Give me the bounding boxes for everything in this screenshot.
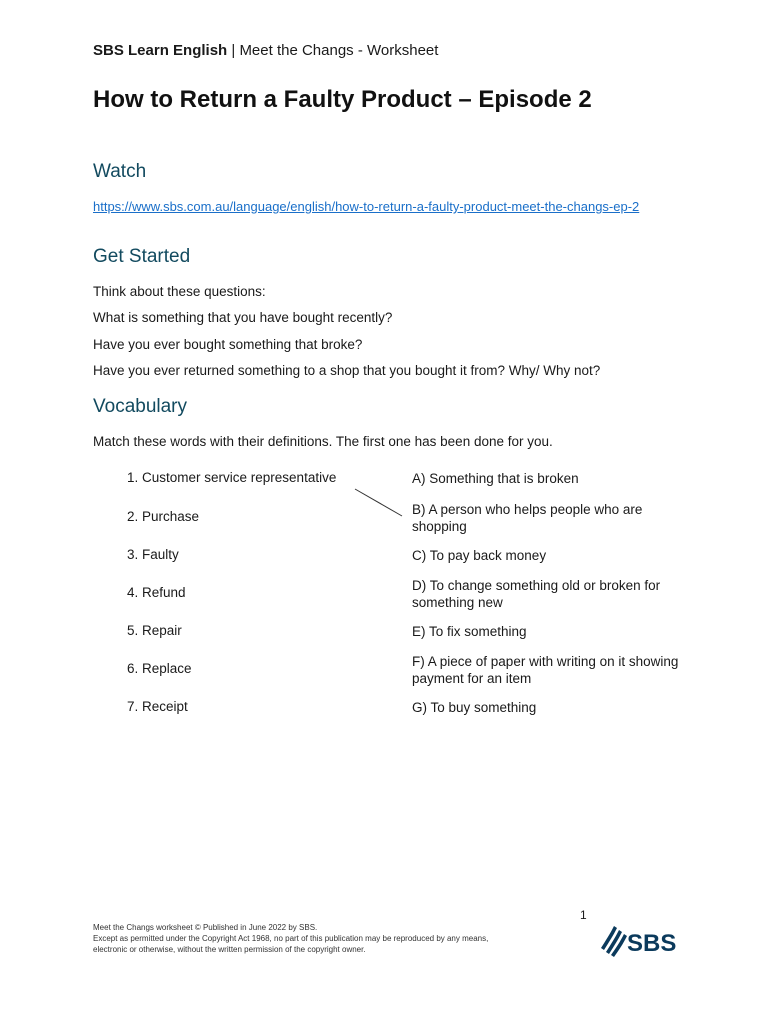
page-number: 1 <box>580 908 587 922</box>
vocabulary-instruction: Match these words with their definitions. The first one has been done for you. <box>93 434 553 449</box>
header-subtitle: Meet the Changs - Worksheet <box>239 42 439 59</box>
section-heading-get-started: Get Started <box>93 246 191 267</box>
vocab-word: 4. Refund <box>127 585 186 600</box>
header-brand: SBS Learn English <box>93 42 228 59</box>
footer-line: electronic or otherwise, without the written permission of the copyright owner. <box>93 945 366 954</box>
vocab-definition: G) To buy something <box>412 700 537 715</box>
question-line: Have you ever returned something to a shop that you bought it from? Why/ Why not? <box>93 363 601 378</box>
vocab-word: 6. Replace <box>127 661 192 676</box>
section-heading-watch: Watch <box>93 161 147 182</box>
section-heading-vocabulary: Vocabulary <box>93 396 188 417</box>
vocab-definition: C) To pay back money <box>412 548 547 563</box>
vocab-word: 5. Repair <box>127 623 182 638</box>
question-line: Have you ever bought something that broke? <box>93 337 363 352</box>
vocab-definition: D) To change something old or broken for something new <box>412 578 661 610</box>
vocab-definition: A) Something that is broken <box>412 471 579 486</box>
footer-line: Meet the Changs worksheet © Published in June 2022 by SBS. <box>93 923 318 932</box>
page-title: How to Return a Faulty Product – Episode 2 <box>93 86 592 113</box>
header-separator: | <box>227 42 240 59</box>
vocab-word: 3. Faulty <box>127 547 179 562</box>
vocab-definition: B) A person who helps people who are shopping <box>412 502 643 534</box>
question-line: What is something that you have bought recently? <box>93 310 393 325</box>
footer-line: Except as permitted under the Copyright Act 1968, no part of this publication may be reproduced by any means, <box>93 934 489 943</box>
vocab-word: 2. Purchase <box>127 509 200 524</box>
vocab-definition: E) To fix something <box>412 624 527 639</box>
vocab-definition: F) A piece of paper with writing on it showing payment for an item <box>412 654 679 686</box>
logo-text: SBS <box>627 930 677 957</box>
vocab-word: 1. Customer service representative <box>127 470 337 485</box>
sbs-logo <box>598 922 680 958</box>
question-intro: Think about these questions: <box>93 284 266 299</box>
episode-link[interactable]: https://www.sbs.com.au/language/english/how-to-return-a-faulty-product-meet-the-changs-ep-2 <box>93 199 640 214</box>
vocab-word: 7. Receipt <box>127 699 188 714</box>
copyright-footer <box>93 922 573 955</box>
